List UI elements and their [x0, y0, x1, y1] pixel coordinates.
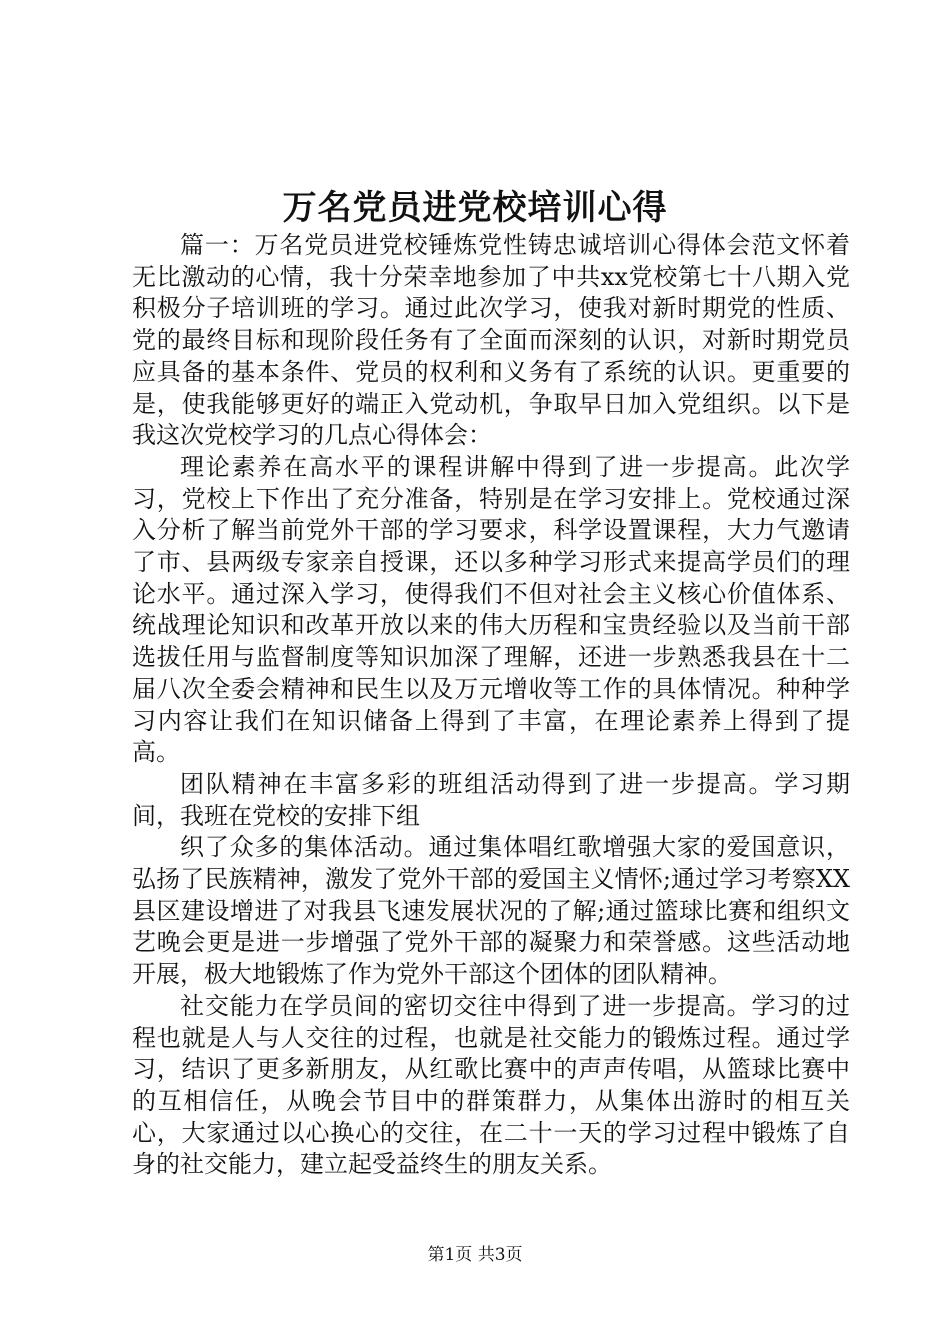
paragraph-social-skills: 社交能力在学员间的密切交往中得到了进一步提高。学习的过程也就是人与人交往的过程，也就是社交能力的锻炼过程。通过学习，结识了更多新朋友，从红歌比赛中的声声传唱，从篮球比赛中的互相信任，从晚会节目中的群策群力，从集体出游时的相互关心，大家通过以心换心的交往，在二十一天的学习过程中锻炼了自身的社交能力，建立起受益终生的朋友关系。: [132, 991, 850, 1179]
paragraph-theory: 理论素养在高水平的课程讲解中得到了进一步提高。此次学习，党校上下作出了充分准备，特别是在学习安排上。党校通过深入分析了解当前党外干部的学习要求，科学设置课程，大力气邀请了市、县两级专家亲自授课，还以多种学习形式来提高学员们的理论水平。通过深入学习，使得我们不但对社会主义核心价值体系、统战理论知识和改革开放以来的伟大历程和宝贵经验以及当前干部选拔任用与监督制度等知识加深了理解，还进一步熟悉我县在十二届八次全委会精神和民生以及万元增收等工作的具体情况。种种学习内容让我们在知识储备上得到了丰富，在理论素养上得到了提高。: [132, 452, 850, 767]
document-title: 万名党员进党校培训心得: [282, 188, 668, 228]
paragraph-team-spirit: 团队精神在丰富多彩的班组活动得到了进一步提高。学习期间，我班在党校的安排下组: [132, 769, 850, 830]
document-body: [132, 230, 850, 1181]
page-number: 第1页 共3页: [427, 1245, 523, 1265]
paragraph-intro: 篇一：万名党员进党校锤炼党性铸忠诚培训心得体会范文怀着无比激动的心情，我十分荣幸地参加了中共xx党校第七十八期入党积极分子培训班的学习。通过此次学习，使我对新时期党的性质、党的最终目标和现阶段任务有了全面而深刻的认识，对新时期党员应具备的基本条件、党员的权利和义务有了系统的认识。更重要的是，使我能够更好的端正入党动机，争取早日加入党组织。以下是我这次党校学习的几点心得体会：: [132, 231, 850, 450]
paragraph-team-activities: 织了众多的集体活动。通过集体唱红歌增强大家的爱国意识，弘扬了民族精神，激发了党外干部的爱国主义情怀;通过学习考察XX县区建设增进了对我县飞速发展状况的了解;通过篮球比赛和组织文艺晚会更是进一步增强了党外干部的凝聚力和荣誉感。这些活动地开展，极大地锻炼了作为党外干部这个团体的团队精神。: [132, 833, 850, 989]
